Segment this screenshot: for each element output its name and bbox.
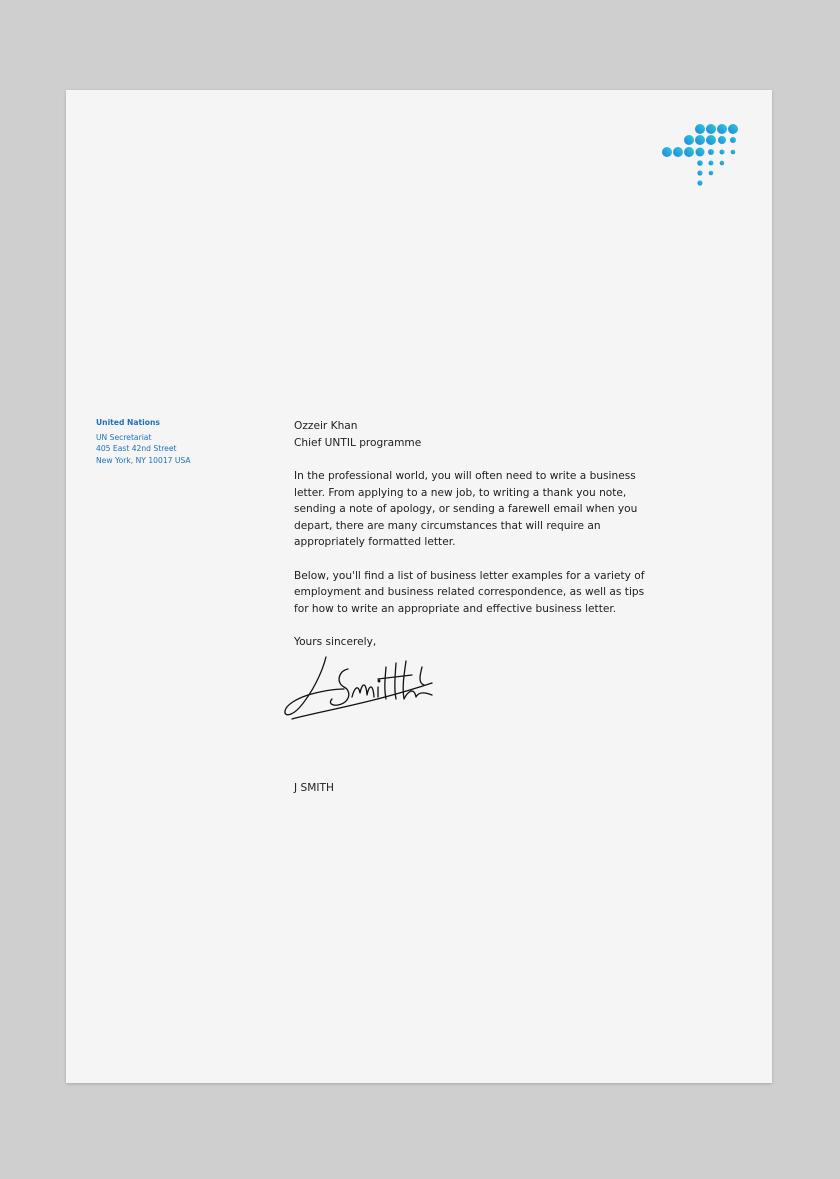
letter-sheet <box>66 90 772 1083</box>
signer-name: J SMITH <box>294 782 334 794</box>
body-paragraph: Below, you'll find a list of business letter examples for a variety of employment and business related correspondence, as well as tips for how to write an appropriate and effective business letter. <box>294 569 645 615</box>
body-paragraph: In the professional world, you will often need to write a business letter. From applying to a new job, to writing a thank you note, sending a note of apology, or sending a farewell email when you depart, there are many circumstances that will require an appropriately formatted letter. <box>294 470 638 548</box>
letter-body <box>294 418 654 651</box>
sender-city: New York, NY 10017 USA <box>96 455 191 465</box>
sender-street: 405 East 42nd Street <box>96 444 177 453</box>
un-until-logo-icon <box>661 121 741 201</box>
recipient-block <box>294 418 654 451</box>
sender-address <box>96 417 236 466</box>
sender-organization: United Nations <box>96 418 160 427</box>
closing-salutation: Yours sincerely, <box>294 636 377 648</box>
handwritten-signature <box>282 653 457 721</box>
sender-department: UN Secretariat <box>96 432 152 442</box>
recipient-name: Ozzeir Khan <box>294 420 358 432</box>
recipient-title: Chief UNTIL programme <box>294 436 422 449</box>
